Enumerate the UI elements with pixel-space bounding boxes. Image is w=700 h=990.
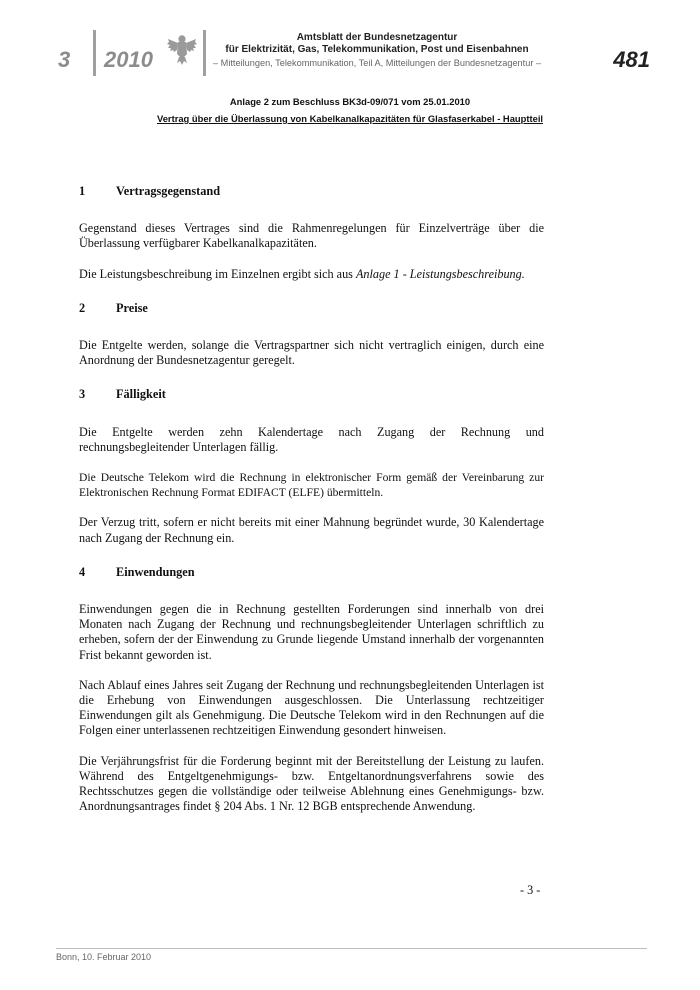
paragraph-text: Die Leistungsbeschreibung im Einzelnen ergibt sich aus [79, 266, 356, 281]
page-number: - 3 - [520, 883, 541, 897]
paragraph: Die Deutsche Telekom wird die Rechnung in elektronischer Form gemäß der Vereinbarung zur Elektronischen Rechnung Format EDIFACT (ELFE) übermitteln. [79, 471, 544, 500]
section-number: 2 [79, 300, 86, 315]
header-divider-eagle [203, 30, 206, 76]
paragraph: Die Verjährungsfrist für die Forderung beginnt mit der Bereitstellung der Leistung zu laufen. Während des Entgeltgenehmigungs- bzw. Entgeltanordnungsverfahrens sowie des Rechtsschutzes gegen die vollständige oder teilweise Ablehnung eines Genehmigungs- bzw. Anordnungsantrages findet § 204 Abs. 1 Nr. 12 BGB entsprechende Anwendung. [79, 753, 544, 814]
paragraph: Nach Ablauf eines Jahres seit Zugang der Rechnung und rechnungsbegleitenden Unterlagen ist die Erhebung von Einwendungen ausgeschlossen. Die Unterlassung rechtzeitiger Einwendungen gilt als Genehmigung. Die Deutsche Telekom wird in den Rechnungen auf die Folgen einer unterlassenen rechtzeitigen Einwendung gesondert hinweisen. [79, 677, 544, 738]
gazette-page-number: 481 [613, 47, 650, 72]
contract-title: Vertrag über die Überlassung von Kabelkanalkapazitäten für Glasfaserkabel - Hauptteil [156, 113, 544, 124]
paragraph: Einwendungen gegen die in Rechnung gestellten Forderungen sind innerhalb von drei Monaten nach Zugang der Rechnung und rechnungsbegleitender Unterlagen schriftlich zu erheben, sofern der der Einwendung zu Grunde liegende Umstand innerhalb der vorgenannten Frist bekannt geworden ist. [79, 602, 544, 662]
gazette-title: Amtsblatt der Bundesnetzagentur [296, 32, 458, 43]
footer-date: Bonn, 10. Februar 2010 [56, 952, 152, 962]
gazette-section: – Mitteilungen, Telekommunikation, Teil A, Mitteilungen der Bundesnetzagentur – [213, 58, 542, 68]
section-title: Einwendungen [116, 564, 195, 579]
section-heading-3 [79, 387, 544, 402]
issue-year: 2010 [104, 47, 153, 72]
gazette-subtitle: für Elektrizität, Gas, Telekommunikation, Post und Eisenbahnen [225, 44, 529, 55]
header-divider [93, 30, 96, 76]
annex-link-text: Anlage 1 - Leistungsbeschreibung. [355, 266, 525, 281]
section-title: Fälligkeit [116, 387, 166, 402]
paragraph: Der Verzug tritt, sofern er nicht bereits mit einer Mahnung begründet wurde, 30 Kalendertage nach Zugang der Rechnung ein. [79, 515, 544, 545]
paragraph [79, 267, 544, 282]
paragraph: Die Entgelte werden, solange die Vertragspartner sich nicht vertraglich einigen, durch eine Anordnung der Bundesnetzagentur geregelt. [79, 338, 544, 368]
section-title: Vertragsgegenstand [116, 184, 221, 198]
paragraph: Die Entgelte werden zehn Kalendertage nach Zugang der Rechnung und rechnungsbegleitender Unterlagen fällig. [79, 424, 544, 454]
section-number: 3 [79, 387, 86, 402]
footer-divider [56, 948, 647, 949]
section-heading-4 [79, 565, 544, 580]
annex-reference: Anlage 2 zum Beschluss BK3d-09/071 vom 25.01.2010 [229, 96, 471, 107]
federal-eagle-icon [167, 32, 197, 66]
section-heading-1 [79, 184, 544, 199]
section-number: 1 [79, 184, 86, 198]
section-title: Preise [116, 300, 148, 315]
section-heading-2 [79, 301, 544, 316]
section-number: 4 [79, 564, 86, 579]
contract-body [79, 184, 544, 829]
paragraph: Gegenstand dieses Vertrages sind die Rahmenregelungen für Einzelverträge über die Überlassung verfügbarer Kabelkanalkapazitäten. [79, 221, 544, 251]
issue-number: 3 [58, 47, 71, 72]
